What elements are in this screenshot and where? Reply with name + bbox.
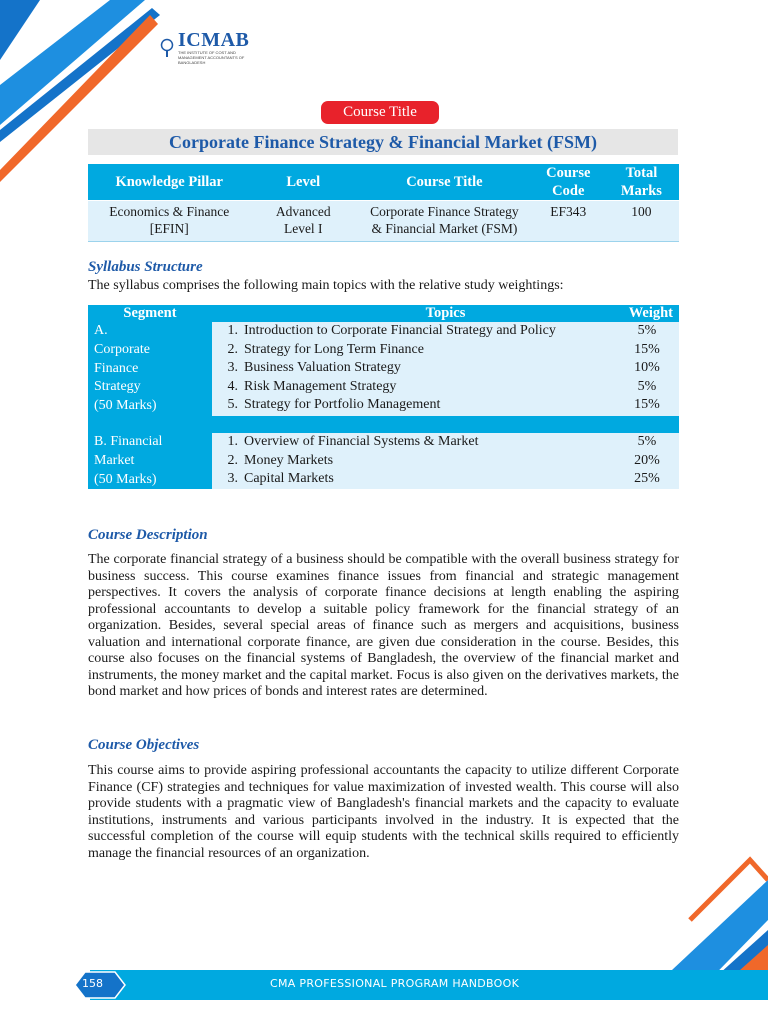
header-segment: Segment [88,305,212,322]
icmab-logo [160,30,258,65]
topic-weight: 20% [634,452,660,468]
cell-marks: 100 [604,201,679,242]
topic-text: Strategy for Portfolio Management [244,397,441,413]
topic-number: 3. [227,471,238,487]
header-course-title: Course Title [356,164,533,201]
topic-weight: 10% [634,360,660,376]
objectives-text: This course aims to provide aspiring professional accountants the capacity to utilize different Corporate Finance (CF) strategies and techniques for value maximization of invested wealth. This course will also provide students with a pragmatic view of Bangladesh's financial markets and the capacity to evaluate institutions, instruments and various participants involved in the industry. It is expected that the successful completion of the course will equip students with the technical skills required to efficiently manage the financial resources of an organization. [88,763,679,861]
topic-text: Risk Management Strategy [244,378,397,394]
topic-weight: 5% [637,433,657,449]
header-weight: Weight [628,305,673,321]
topic-number: 3. [227,360,238,376]
header-total-marks: Total Marks [604,164,679,201]
topic-number: 1. [227,433,238,449]
cell-level: Advanced Level I [250,201,356,242]
syllabus-heading: Syllabus Structure [88,259,203,275]
segment-label: B. Financial Market (50 Marks) [88,433,212,489]
topic-number: 4. [227,378,238,394]
topic-text: Strategy for Long Term Finance [244,341,424,357]
course-title-badge: Course Title [321,101,439,124]
header-knowledge-pillar: Knowledge Pillar [88,164,250,201]
header-topics: Topics Weight [212,305,679,322]
icmab-emblem-icon [160,38,174,58]
segment-row [88,322,679,416]
topic-text: Business Valuation Strategy [244,360,401,376]
topic-text: Money Markets [244,452,334,468]
topic-number: 2. [227,452,238,468]
brand-name: ICMAB [178,29,250,51]
segment-topics [212,433,679,489]
topic-weight: 5% [637,378,657,394]
segment-label: A. Corporate Finance Strategy (50 Marks) [88,322,212,416]
topic-text: Capital Markets [244,471,334,487]
topic-text: Introduction to Corporate Financial Strategy and Policy [244,323,556,338]
topic-row [212,359,679,378]
header-level: Level [250,164,356,201]
topic-weight: 5% [637,323,657,338]
cell-code: EF343 [533,201,604,242]
topic-row [212,341,679,360]
topic-number: 1. [227,323,238,338]
topic-row [212,433,679,452]
topic-weight: 25% [634,471,660,487]
cell-title: Corporate Finance Strategy & Financial Market (FSM) [356,201,533,242]
objectives-heading: Course Objectives [88,737,200,753]
brand-subtitle: THE INSTITUTE OF COST AND MANAGEMENT ACCOUNTANTS OF BANGLADESH [178,50,245,65]
topic-row [212,452,679,471]
topic-weight: 15% [634,397,660,413]
topic-row [212,322,679,341]
topic-row [212,378,679,397]
segment-spacer [88,416,679,433]
course-info-table [88,164,679,242]
description-text: The corporate financial strategy of a business should be compatible with the overall business strategy for business success. This course examines finance issues from financial and strategic management perspectives. It covers the analysis of corporate finance decisions at length enabling the aspiring professional accountants to develop a suitable policy framework for the financial strategy of an organization. Besides, several special areas of finance such as mergers and acquisitions, business valuation and international corporate finance, are given due consideration in the course. Besides, this course also focuses on the financial systems of Bangladesh, the overview of the financial market and instruments, the money market and the capital market. Focus is also given on the derivatives markets, the bond market and how prices of bonds and interest rates are determined. [88,552,679,699]
syllabus-table [88,305,679,489]
topic-row [212,470,679,489]
topic-text: Overview of Financial Systems & Market [244,433,479,449]
page-number: 158 [82,977,103,990]
segment-topics [212,322,679,416]
topic-number: 2. [227,341,238,357]
cell-pillar: Economics & Finance [EFIN] [88,201,250,242]
course-name-heading: Corporate Finance Strategy & Financial Market (FSM) [88,129,678,155]
segment-row [88,433,679,489]
topic-number: 5. [227,397,238,413]
footer-title: CMA PROFESSIONAL PROGRAM HANDBOOK [270,977,520,990]
header-course-code: Course Code [533,164,604,201]
topic-weight: 15% [634,341,660,357]
description-heading: Course Description [88,527,208,543]
syllabus-intro: The syllabus comprises the following main topics with the relative study weightings: [88,278,564,293]
topic-row [212,396,679,415]
